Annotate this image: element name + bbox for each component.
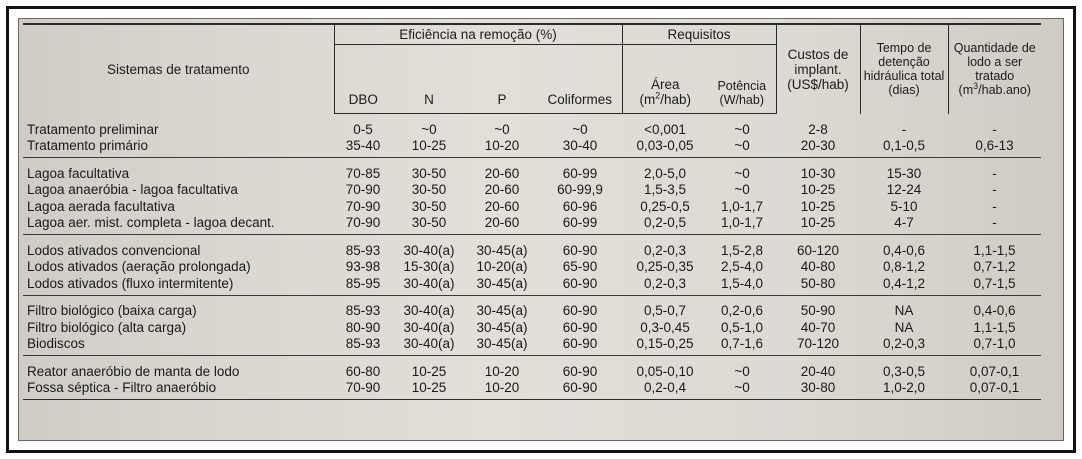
header-detention-time: Tempo de detenção hidráulica total (dias)	[860, 24, 948, 114]
cell-area: <0,001	[644, 121, 686, 137]
cell-coliform: 60-90	[538, 275, 622, 295]
cell-cost: 50-90	[800, 303, 836, 319]
cell-cost: 10-25	[776, 215, 860, 235]
cell-coliform: 60-99	[538, 215, 622, 235]
table-row	[23, 356, 1041, 380]
cell-n: 15-30(a)	[403, 259, 455, 275]
cell-coliform: 60-90	[538, 336, 622, 356]
header-systems: Sistemas de tratamento	[23, 24, 334, 114]
table-row	[23, 138, 1041, 158]
cell-power: ~0	[734, 121, 750, 137]
cell-dbo: 80-90	[345, 319, 381, 335]
cell-n: 10-25	[392, 138, 466, 158]
header-efficiency: Eficiência na remoção (%)	[334, 24, 622, 45]
cell-coliform: 60-99	[562, 165, 598, 181]
cell-area: 0,2-0,3	[622, 275, 708, 295]
cell-sludge: -	[992, 121, 997, 137]
cell-power: 1,5-4,0	[708, 275, 776, 295]
cell-power: 1,5-2,8	[721, 242, 764, 258]
cell-system: Tratamento preliminar	[27, 121, 159, 137]
cell-cost: 10-25	[800, 198, 836, 214]
cell-n: 30-50	[411, 165, 447, 181]
cell-sludge: -	[992, 182, 997, 198]
cell-system: Lagoa aerada facultativa	[27, 198, 175, 214]
cell-area: 0,03-0,05	[622, 138, 708, 158]
area-unit-suffix: /hab)	[660, 92, 692, 107]
table-row	[23, 295, 1041, 319]
cell-cost: 10-30	[800, 165, 836, 181]
cell-p: 10-20(a)	[476, 259, 528, 275]
cell-cost: 40-70	[800, 319, 836, 335]
cell-p: 20-60	[484, 182, 520, 198]
cell-n: 30-40(a)	[403, 303, 455, 319]
cell-dbo: 70-85	[345, 165, 381, 181]
image-frame	[6, 6, 1076, 453]
cell-power: ~0	[734, 363, 750, 379]
cell-system: Lagoa anaeróbia - lagoa facultativa	[27, 182, 238, 198]
cell-power: 2,5-4,0	[721, 259, 764, 275]
cell-system: Lagoa aer. mist. completa - lagoa decant.	[23, 215, 334, 235]
cell-p: ~0	[494, 121, 510, 137]
table-row	[23, 319, 1041, 336]
cell-detention: 15-30	[886, 165, 922, 181]
cell-area: 0,25-0,5	[640, 198, 690, 214]
cell-coliform: 60-90	[562, 319, 598, 335]
area-unit-prefix: (m	[639, 92, 656, 107]
header-costs: Custos de implant. (US$/hab)	[776, 24, 860, 114]
cell-n: 30-50	[411, 198, 447, 214]
cell-dbo: 70-90	[345, 182, 381, 198]
cell-sludge: 0,4-0,6	[973, 303, 1016, 319]
header-area	[622, 45, 708, 114]
cell-coliform: 60-99,9	[557, 182, 603, 198]
cell-dbo: 70-90	[334, 215, 392, 235]
cell-dbo: 35-40	[334, 138, 392, 158]
cell-detention: NA	[894, 303, 914, 319]
cell-power: ~0	[708, 380, 776, 400]
cell-power: ~0	[708, 138, 776, 158]
cell-n: 10-25	[411, 363, 447, 379]
cell-cost: 60-120	[796, 242, 840, 258]
cell-area: 0,3-0,45	[640, 319, 690, 335]
cell-n: 30-50	[411, 182, 447, 198]
cell-detention: 4-7	[860, 215, 948, 235]
cell-power: 1,0-1,7	[708, 215, 776, 235]
cell-p: 30-45(a)	[476, 242, 528, 258]
table-body	[23, 114, 1041, 400]
cell-p: 30-45(a)	[466, 275, 538, 295]
cell-p: 10-20	[484, 363, 520, 379]
cell-coliform: 65-90	[562, 259, 598, 275]
cell-detention: 12-24	[886, 182, 922, 198]
cell-system: Reator anaeróbio de manta de lodo	[27, 363, 240, 379]
cell-power: 1,0-1,7	[721, 198, 764, 214]
cell-p: 30-45(a)	[476, 303, 528, 319]
cell-p: 20-60	[484, 198, 520, 214]
cell-coliform: 60-90	[562, 363, 598, 379]
table-row	[23, 215, 1041, 235]
treatment-systems-table	[23, 23, 1041, 400]
cell-dbo: 85-95	[334, 275, 392, 295]
cell-dbo: 85-93	[345, 242, 381, 258]
cell-coliform: 60-96	[562, 198, 598, 214]
cell-system: Filtro biológico (baixa carga)	[27, 303, 197, 319]
cell-coliform: 30-40	[538, 138, 622, 158]
cell-sludge: -	[948, 215, 1041, 235]
cell-power: 0,2-0,6	[721, 303, 764, 319]
cell-area: 0,2-0,5	[622, 215, 708, 235]
cell-coliform: 60-90	[538, 380, 622, 400]
cell-system: Biodiscos	[23, 336, 334, 356]
cell-area: 2,0-5,0	[644, 165, 687, 181]
table-row	[23, 198, 1041, 215]
header-coliform: Coliformes	[538, 45, 622, 114]
cell-p: 10-20	[466, 138, 538, 158]
cell-dbo: 85-93	[345, 303, 381, 319]
cell-system: Fossa séptica - Filtro anaeróbio	[23, 380, 334, 400]
table-row	[23, 259, 1041, 276]
cell-system: Lagoa facultativa	[27, 165, 130, 181]
cell-sludge: 0,07-0,1	[948, 380, 1041, 400]
cell-area: 0,2-0,3	[644, 242, 687, 258]
cell-n: 30-50	[392, 215, 466, 235]
cell-p: 30-45(a)	[476, 319, 528, 335]
sludge-unit-suffix: /hab.ano)	[978, 83, 1031, 98]
cell-sludge: 0,7-1,0	[948, 336, 1041, 356]
cell-cost: 70-120	[776, 336, 860, 356]
cell-dbo: 70-90	[345, 198, 381, 214]
cell-sludge: 1,1-1,5	[973, 319, 1016, 335]
cell-coliform: ~0	[572, 121, 588, 137]
cell-detention: NA	[894, 319, 914, 335]
header-requirements: Requisitos	[622, 24, 776, 45]
sludge-unit-exponent: 3	[973, 81, 979, 92]
cell-p: 20-60	[466, 215, 538, 235]
table-row	[23, 275, 1041, 295]
cell-sludge: 0,7-1,2	[973, 259, 1016, 275]
header-p: P	[466, 45, 538, 114]
cell-detention: -	[901, 121, 907, 137]
cell-system: Filtro biológico (alta carga)	[27, 319, 187, 335]
cell-n: ~0	[421, 121, 437, 137]
cell-sludge: 0,07-0,1	[969, 363, 1020, 379]
cell-n: 30-40(a)	[392, 275, 466, 295]
cell-sludge: 1,1-1,5	[973, 242, 1016, 258]
table-row	[23, 114, 1041, 138]
table-row	[23, 336, 1041, 356]
cell-cost: 50-80	[776, 275, 860, 295]
cell-detention: 0,3-0,5	[883, 363, 926, 379]
cell-system: Tratamento primário	[23, 138, 334, 158]
header-n: N	[392, 45, 466, 114]
cell-n: 30-40(a)	[403, 242, 455, 258]
cell-dbo: 0-5	[353, 121, 373, 137]
cell-dbo: 60-80	[345, 363, 381, 379]
area-label: Área	[651, 77, 680, 92]
cell-cost: 20-40	[800, 363, 836, 379]
cell-area: 0,5-0,7	[644, 303, 687, 319]
cell-power: ~0	[734, 182, 750, 198]
cell-area: 1,5-3,5	[644, 182, 687, 198]
table-row	[23, 380, 1041, 400]
cell-cost: 30-80	[776, 380, 860, 400]
cell-system: Lodos ativados convencional	[27, 242, 201, 258]
cell-coliform: 60-90	[562, 242, 598, 258]
cell-detention: 1,0-2,0	[860, 380, 948, 400]
cell-n: 10-25	[392, 380, 466, 400]
cell-area: 0,05-0,10	[636, 363, 694, 379]
table-row	[23, 235, 1041, 259]
cell-sludge: -	[992, 198, 997, 214]
cell-cost: 20-30	[776, 138, 860, 158]
cell-detention: 0,4-0,6	[883, 242, 926, 258]
cell-detention: 0,8-1,2	[883, 259, 926, 275]
cell-power: 0,7-1,6	[708, 336, 776, 356]
cell-system: Lodos ativados (aeração prolongada)	[27, 259, 251, 275]
cell-n: 30-40(a)	[403, 319, 455, 335]
cell-detention: 0,4-1,2	[860, 275, 948, 295]
cell-area: 0,15-0,25	[622, 336, 708, 356]
cell-sludge: 0,6-13	[948, 138, 1041, 158]
header-power: Potência (W/hab)	[708, 45, 776, 114]
cell-dbo: 93-98	[345, 259, 381, 275]
cell-sludge: 0,7-1,5	[948, 275, 1041, 295]
cell-power: 0,5-1,0	[721, 319, 764, 335]
cell-n: 30-40(a)	[392, 336, 466, 356]
area-unit-exponent: 2	[655, 90, 661, 101]
cell-dbo: 70-90	[334, 380, 392, 400]
cell-p: 30-45(a)	[466, 336, 538, 356]
header-sludge-quantity	[948, 24, 1041, 114]
cell-sludge: -	[992, 165, 997, 181]
cell-system: Lodos ativados (fluxo intermitente)	[23, 275, 334, 295]
cell-cost: 2-8	[808, 121, 828, 137]
cell-area: 0,2-0,4	[622, 380, 708, 400]
sludge-label: Quantidade de lodo a ser tratado (m	[953, 41, 1036, 98]
table-row	[23, 158, 1041, 182]
cell-cost: 10-25	[800, 182, 836, 198]
cell-p: 10-20	[466, 380, 538, 400]
cell-detention: 5-10	[890, 198, 918, 214]
header-dbo: DBO	[334, 45, 392, 114]
cell-power: ~0	[734, 165, 750, 181]
cell-dbo: 85-93	[334, 336, 392, 356]
cell-cost: 40-80	[800, 259, 836, 275]
cell-area: 0,25-0,35	[636, 259, 694, 275]
cell-coliform: 60-90	[562, 303, 598, 319]
cell-p: 20-60	[484, 165, 520, 181]
cell-detention: 0,2-0,3	[860, 336, 948, 356]
table-row	[23, 182, 1041, 199]
cell-detention: 0,1-0,5	[860, 138, 948, 158]
